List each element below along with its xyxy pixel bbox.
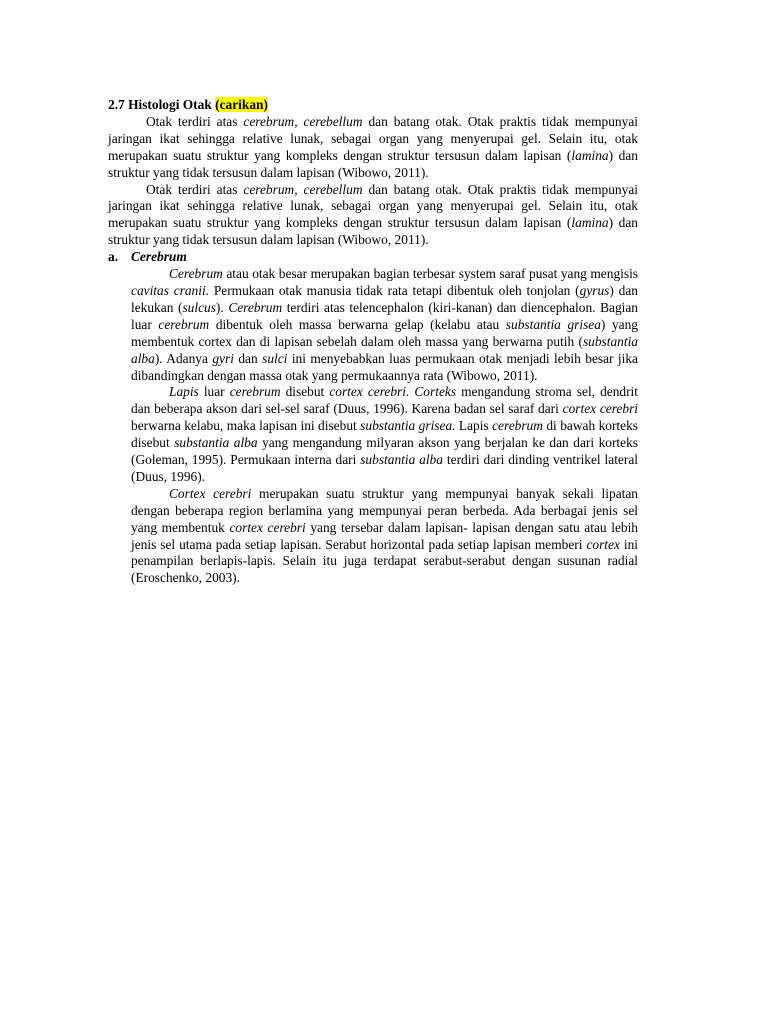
text-run: Otak terdiri atas xyxy=(146,181,244,197)
text-run: ini menyebabkan luas permukaan otak menjadi lebih besar jika dibandingkan dengan massa otak yang permukaannya rata (Wibowo, 2011). xyxy=(131,350,639,383)
paragraph-1 xyxy=(108,114,638,182)
italic-term: cortex xyxy=(586,536,620,552)
text-run: di bawah korteks disebut xyxy=(131,418,638,451)
text-run: luar xyxy=(198,384,230,400)
text-run: terdiri dari dinding ventrikel lateral (Duus, 1996). xyxy=(131,452,638,484)
text-run: ) dan struktur yang tidak tersusun dalam lapisan (Wibowo, 2011). xyxy=(108,147,638,180)
text-run: merupakan suatu struktur yang mempunyai banyak sekali lipatan dengan beberapa region berlamina yang mempunyai peran berbeda. Ada berbagai jenis sel yang membentuk xyxy=(131,485,638,535)
italic-term: cerebrum xyxy=(492,418,543,434)
subsection-heading xyxy=(108,249,638,266)
italic-term: cortex cerebri xyxy=(562,401,638,417)
list-marker: a. xyxy=(108,249,119,265)
italic-term: lamina xyxy=(571,215,609,231)
paragraph-5 xyxy=(131,486,638,587)
subsection-body xyxy=(108,266,638,587)
text-run: atau otak besar merupakan bagian terbesar system saraf pusat yang mengisis xyxy=(222,266,638,282)
paragraph-3 xyxy=(131,266,638,384)
italic-term: cerebrum, cerebellum xyxy=(243,181,363,197)
paragraph-2 xyxy=(108,182,638,250)
subsection-title: Cerebrum xyxy=(131,249,187,265)
italic-term: substantia alba xyxy=(360,452,443,468)
italic-term: lamina xyxy=(571,147,609,163)
text-run: dan batang otak. Otak praktis tidak mempunyai jaringan ikat sehingga relative lunak, sebagai organ yang menyerupai gel. Selain itu, otak merupakan suatu struktur yang kompleks dengan struktur tersusun dalam lapisan ( xyxy=(108,181,638,231)
italic-term: cerebrum, cerebellum xyxy=(243,113,363,129)
text-run: ) dan struktur yang tidak tersusun dalam lapisan (Wibowo, 2011). xyxy=(108,215,638,248)
italic-term: substantia alba xyxy=(174,435,258,451)
italic-term: cavitas cranii. xyxy=(131,282,210,298)
italic-term: Cortex cerebri xyxy=(169,485,252,501)
text-run: yang tersebar dalam lapisan- lapisan dengan satu atau lebih jenis sel utama pada setiap lapisan. Serabut horizontal pada setiap lapisan memberi xyxy=(131,519,638,552)
text-run: disebut xyxy=(280,384,330,400)
italic-term: cerebrum xyxy=(158,316,210,332)
section-heading xyxy=(108,97,638,114)
italic-term: sulci xyxy=(262,350,288,366)
text-run: dan batang otak. Otak praktis tidak mempunyai jaringan ikat sehingga relative lunak, sebagai organ yang menyerupai gel. Selain itu, otak merupakan suatu struktur yang kompleks dengan struktur tersusun dalam lapisan ( xyxy=(108,113,638,163)
italic-term: Lapis xyxy=(169,384,199,400)
italic-term: cerebrum xyxy=(229,384,281,400)
text-run: ) dan lekukan ( xyxy=(131,282,638,315)
italic-term: Cerebrum xyxy=(228,299,283,315)
text-run: ). Adanya xyxy=(154,350,213,366)
text-run: berwarna kelabu, maka lapisan ini disebut xyxy=(131,418,361,434)
text-run: ). xyxy=(215,299,229,315)
italic-term: Cerebrum xyxy=(169,266,223,282)
document-page xyxy=(108,97,638,587)
heading-title: 2.7 Histologi Otak xyxy=(108,97,216,112)
italic-term: substantia grisea xyxy=(505,316,601,332)
text-run: Lapis xyxy=(455,418,493,434)
text-run: Permukaan otak manusia tidak rata tetapi dibentuk oleh tonjolan ( xyxy=(209,282,580,298)
text-run: terdiri atas telencephalon (kiri-kanan) dan diencephalon. Bagian luar xyxy=(131,299,638,332)
heading-highlight: (carikan) xyxy=(215,97,268,112)
italic-term: cortex cerebri xyxy=(229,519,306,535)
italic-term: substantia grisea. xyxy=(360,418,456,434)
italic-term: cortex cerebri. Corteks xyxy=(329,384,457,400)
italic-term: gyrus xyxy=(579,282,610,298)
italic-term: sulcus xyxy=(182,299,216,315)
text-run: yang mengandung milyaran akson yang berjalan ke dan dari korteks (Goleman, 1995). Permukaan interna dari xyxy=(131,435,638,468)
text-run: mengandung stroma sel, dendrit dan beberapa akson dari sel-sel saraf (Duus, 1996). Karena badan sel saraf dari xyxy=(131,384,638,417)
italic-term: gyri xyxy=(212,350,234,366)
text-run: ini penampilan berlapis-lapis. Selain itu juga terdapat serabut-serabut dengan susunan radial (Eroschenko, 2003). xyxy=(131,536,639,586)
text-run: dibentuk oleh massa berwarna gelap (kelabu atau xyxy=(209,316,506,332)
italic-term: substantia alba xyxy=(131,333,638,366)
text-run: dan xyxy=(233,350,263,366)
text-run: ) yang membentuk cortex dan di lapisan sebelah dalam oleh massa yang berwarna putih ( xyxy=(131,316,638,349)
text-run: Otak terdiri atas xyxy=(146,113,244,129)
paragraph-4 xyxy=(131,384,638,485)
